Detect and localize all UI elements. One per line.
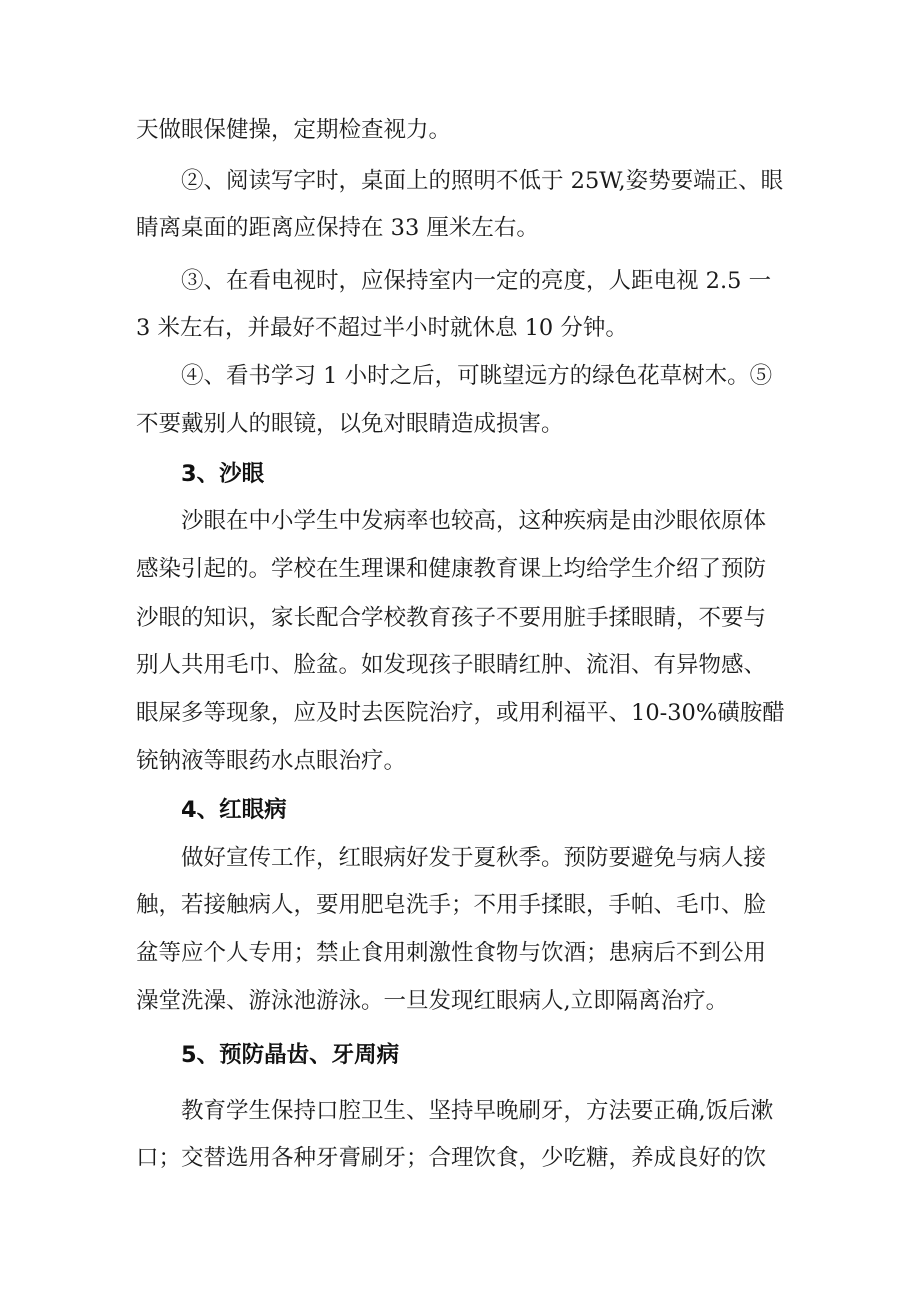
text-line: 做好宣传工作，红眼病好发于夏秋季。预防要避免与病人接 [181,845,767,871]
text-line: 口；交替选用各种牙膏刷牙；合理饮食，少吃糖，养成良好的饮 [136,1145,767,1171]
text-line: 别人共用毛巾、脸盆。如发现孩子眼睛红肿、流泪、有异物感、 [136,652,767,678]
text-line: 澡堂洗澡、游泳池游泳。一旦发现红眼病人,立即隔离治疗。 [136,988,729,1014]
text-line: 天做眼保健操，定期检查视力。 [136,117,452,143]
section-heading: 3、沙眼 [181,461,265,487]
text-line: 眼屎多等现象，应及时去医院治疗，或用利福平、10-30%磺胺醋 [136,700,785,726]
text-line: 盆等应个人专用；禁止食用刺激性食物与饮酒；患病后不到公用 [136,940,767,966]
section-heading: 5、预防晶齿、牙周病 [181,1042,400,1068]
text-line: 触，若接触病人，要用肥皂洗手；不用手揉眼，手帕、毛巾、脸 [136,892,767,918]
text-line: 铳钠液等眼药水点眼治疗。 [136,748,407,774]
text-line: 沙眼的知识，家长配合学校教育孩子不要用脏手揉眼睛，不要与 [136,605,767,631]
text-line: 沙眼在中小学生中发病率也较高，这种疾病是由沙眼依原体 [181,508,767,534]
text-line: 感染引起的。学校在生理课和健康教育课上均给学生介绍了预防 [136,556,767,582]
text-line: 不要戴别人的眼镜，以免对眼睛造成损害。 [136,411,564,437]
text-line: 睛离桌面的距离应保持在 33 厘米左右。 [136,215,539,241]
text-line: 教育学生保持口腔卫生、坚持早晚刷牙，方法要正确,饭后漱 [181,1098,774,1124]
text-line: ③、在看电视时，应保持室内一定的亮度，人距电视 2.5 一 [181,268,772,294]
text-line: ④、看书学习 1 小时之后，可眺望远方的绿色花草树木。⑤ [181,363,773,389]
text-line: ②、阅读写字时，桌面上的照明不低于 25W,姿势要端正、眼 [181,168,784,194]
section-heading: 4、红眼病 [181,797,287,823]
text-line: 3 米左右，并最好不超过半小时就休息 10 分钟。 [136,315,628,341]
